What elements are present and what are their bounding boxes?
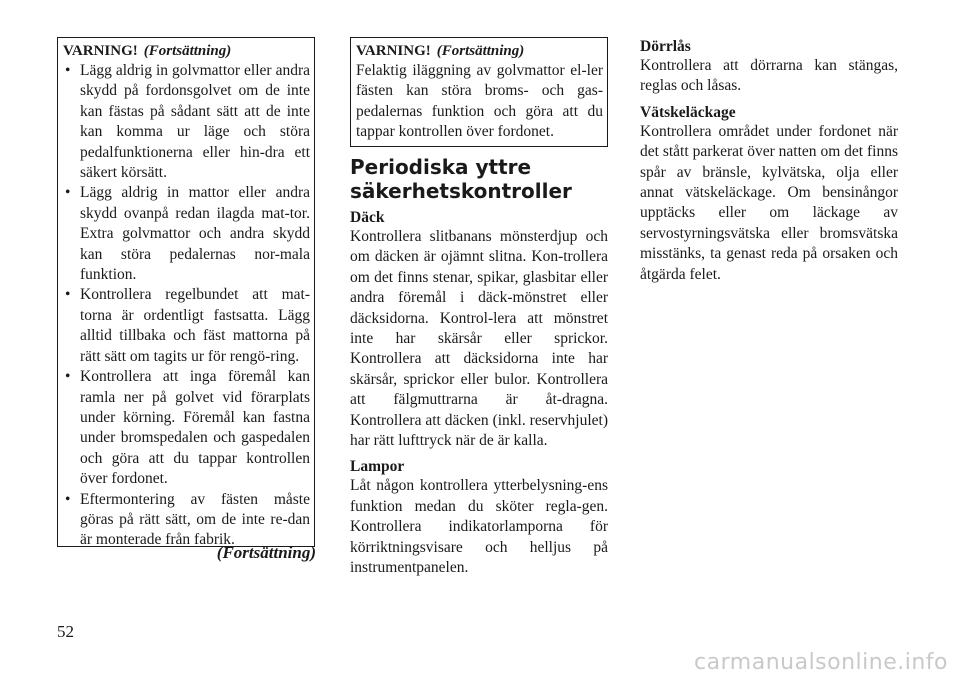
door-locks-heading: Dörrlås	[640, 38, 691, 55]
tires-text: Kontrollera slitbanans mönsterdjup och om däcken är ojämnt slitna. Kon-trollera om det finns stenar, spikar, glasbitar eller andra föremål i däck-mönstret eller däcksidorna. Kontrol-lera att mönstret inte har skärsår eller sprickor. Kontrollera att däcksidorna inte har skärsår, sprickor eller bulor. Kontrollera att fälgmuttrarna är åt-dragna. Kontrollera att däcken (inkl. reservhjulet) har rätt lufttryck när de är kalla.	[350, 228, 608, 450]
warning-bullet-list	[63, 61, 310, 551]
warning-bullet: • Lägg aldrig in mattor eller andra skydd ovanpå redan ilagda mat-tor. Extra golvmattor och andra skydd kan störa pedalernas nor-mala funktion.	[63, 183, 310, 285]
warning-box-continued	[350, 37, 608, 147]
warning-bullet: • Eftermontering av fästen måste göras på rätt sätt, om de inte re-dan är monterade från fabrik.	[63, 490, 310, 551]
fluid-leaks-heading: Vätskeläckage	[640, 103, 736, 121]
warning-heading	[356, 42, 603, 61]
warning-bullet: • Lägg aldrig in golvmattor eller andra skydd på fordonsgolvet om de inte kan fästas på sådant sätt att de inte kan komma ur läge och störa pedalfunktionerna eller hin-dra ett säkert körsätt.	[63, 61, 310, 183]
warning-title: VARNING!	[63, 43, 138, 59]
warning-text: Felaktig iläggning av golvmattor el-ler fästen kan störa broms- och gas-pedalernas funktion och göra att du tappar kontrollen över fordonet.	[356, 62, 603, 141]
warning-bullet: • Kontrollera att inga föremål kan ramla ner på golvet vid förarplats under körning. Föremål kan fastna under bromspedalen och gaspedalen och göra att du tappar kontrollen över fordonet.	[63, 367, 310, 489]
warning-continuation: (Fortsättning)	[143, 43, 232, 59]
right-column	[640, 37, 898, 285]
warning-heading	[63, 42, 310, 61]
continued-label: (Fortsättning)	[216, 543, 316, 562]
watermark: carmanualsonline.info	[694, 650, 948, 675]
door-locks-text: Kontrollera att dörrarna kan stängas, reglas och låsas.	[640, 57, 898, 95]
middle-column	[350, 208, 608, 579]
tires-heading: Däck	[350, 209, 385, 226]
warning-bullet: • Kontrollera regelbundet att mat-torna är ordentligt fastsatta. Lägg alltid tillbaka och fäst mattorna på rätt sätt om tagits ur för rengö-ring.	[63, 285, 310, 367]
lamps-text: Låt någon kontrollera ytterbelysning-ens funktion medan du sköter regla-gen. Kontrollera indikatorlamporna för körriktningsvisare och helljus på instrumentpanelen.	[350, 477, 608, 577]
page-number: 52	[57, 622, 74, 641]
section-title: Periodiska yttre säkerhetskontroller	[350, 155, 572, 203]
warning-box-floor-mats	[57, 37, 315, 547]
lamps-heading: Lampor	[350, 458, 405, 476]
fluid-leaks-text: Kontrollera området under fordonet när det stått parkerat över natten om det finns spår av bränsle, kylvätska, olja eller annat vätskeläckage. Om bensinångor upptäcks eller om läckage av servostyrningsvätska eller bromsvätska misstänks, ta genast reda på orsaken och åtgärda felet.	[640, 122, 898, 283]
warning-continuation: (Fortsättning)	[436, 43, 525, 59]
warning-title: VARNING!	[356, 43, 431, 59]
